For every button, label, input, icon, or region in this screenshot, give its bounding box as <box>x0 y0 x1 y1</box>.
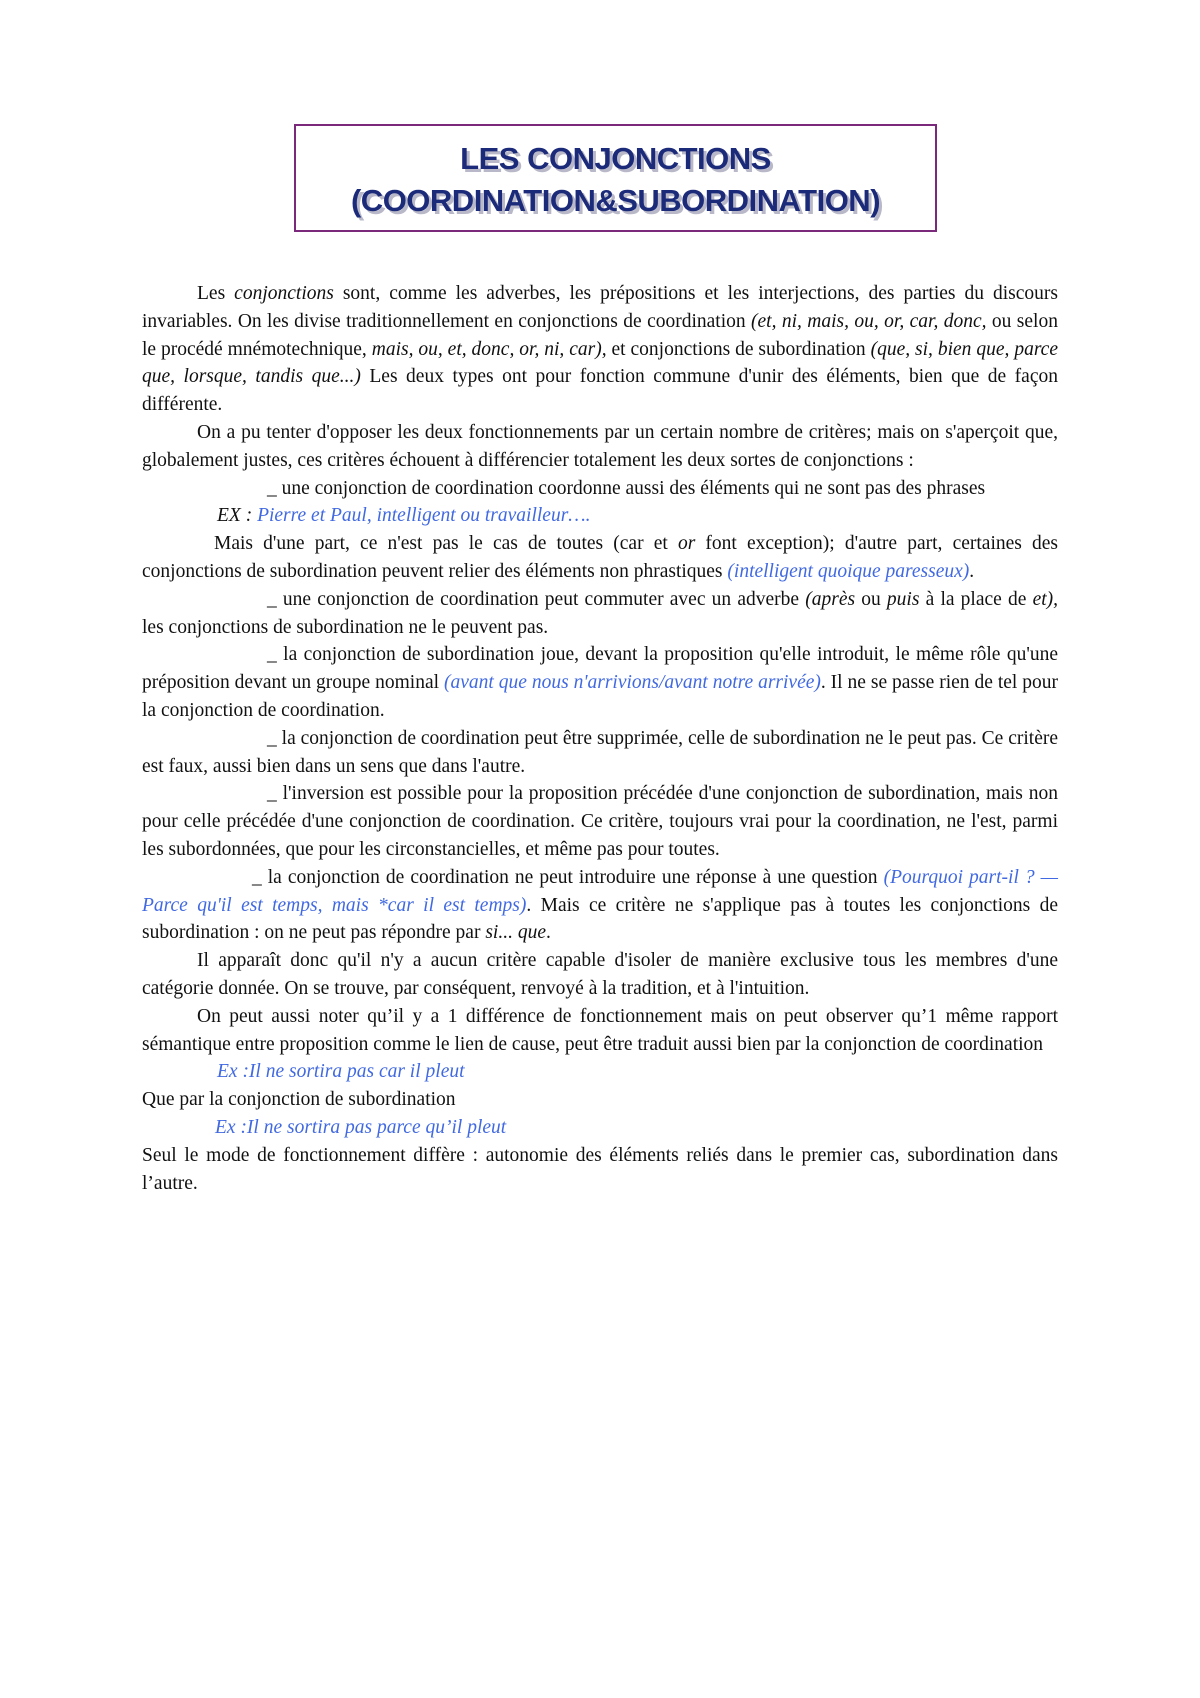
text: Les deux types ont pour fonction commune d'unir des éléments, bien que de façon différente. <box>142 366 1058 416</box>
paragraph-conclusion: Il apparaît donc qu'il n'y a aucun critère capable d'isoler de manière exclusive tous les membres d'une catégorie donnée. On se trouve, par conséquent, renvoyé à la tradition, et à l'intuition. <box>142 950 1058 999</box>
text: _ la conjonction de coordination ne peut introduire une réponse à une question <box>252 866 884 888</box>
text: les conjonctions de subordination ne le peuvent pas. <box>142 616 549 638</box>
text-italic: si... que <box>485 922 546 944</box>
criterion-3 <box>142 641 1058 724</box>
text: . Il ne se passe rien de tel pour la conjonction de coordination. <box>142 672 1058 721</box>
paragraph-note: On peut aussi noter qu’il y a 1 différence de fonctionnement mais on peut observer qu’1 même rapport sémantique entre proposition comme le lien de cause, peut être traduit aussi bien par la conjonction de coordination <box>142 1005 1058 1055</box>
example-text: Ex :Il ne sortira pas parce qu’il pleut <box>215 1116 507 1138</box>
criterion-2 <box>142 586 1058 642</box>
text: font exception); d'autre part, certaines des conjonctions de subordination peuvent relier des éléments non phrastiques <box>142 533 1058 582</box>
text-italic: (après <box>805 588 856 610</box>
example-text: (avant que nous n'arrivions/avant notre arrivée) <box>443 672 821 694</box>
text: sont, comme les adverbes, les prépositions et les interjections, des parties du discours invariables. On les divise traditionnellement en conjonctions de coordination <box>142 283 1059 332</box>
text: ou selon le procédé mnémotechnique, <box>142 310 1058 360</box>
text: . <box>546 922 551 944</box>
text-italic: et), <box>1032 588 1059 610</box>
title-line-1: LES CONJONCTIONS <box>460 141 771 176</box>
text-italic: puis <box>886 588 920 610</box>
document-body <box>142 280 1058 1197</box>
text-italic: mais, ou, et, donc, or, ni, car), <box>371 338 607 360</box>
text: et conjonctions de subordination <box>606 338 871 360</box>
text: _ la conjonction de subordination joue, devant la proposition qu'elle introduit, le même rôle qu'une préposition devant un groupe nominal <box>142 644 1058 694</box>
example-1 <box>142 502 1058 530</box>
example-text: (intelligent quoique paresseux) <box>727 560 970 582</box>
criterion-6 <box>142 864 1058 947</box>
text: . Mais ce critère ne s'applique pas à toutes les conjonctions de subordination : on ne peut pas répondre par <box>142 894 1058 944</box>
example-subordination <box>142 1114 1058 1142</box>
example-text: (Pourquoi part-il ? — Parce qu'il est temps, mais *car il est temps) <box>142 866 1058 916</box>
criterion-1-remark <box>142 530 1058 586</box>
text: ou <box>855 588 887 610</box>
text: . <box>969 560 975 582</box>
paragraph-criteria-intro: On a pu tenter d'opposer les deux fonctionnements par un certain nombre de critères; mais on s'aperçoit que, globalement justes, ces critères échouent à différencier totalement les deux sortes de conjonctions : <box>142 421 1058 471</box>
title-box <box>294 124 937 232</box>
example-label: EX : <box>217 505 258 527</box>
example-text: Pierre et Paul, intelligent ou travailleur…. <box>257 505 591 527</box>
paragraph-intro <box>142 280 1058 419</box>
text: _ une conjonction de coordination peut commuter avec un adverbe <box>267 588 806 610</box>
criterion-1: _ une conjonction de coordination coordonne aussi des éléments qui ne sont pas des phrases <box>267 477 986 499</box>
text-italic: conjonctions <box>234 283 334 304</box>
text-italic: or <box>677 533 696 555</box>
text-italic: (que, si, bien que, parce que, lorsque, tandis que...) <box>142 338 1058 388</box>
example-coordination <box>142 1058 1058 1086</box>
paragraph-final: Seul le mode de fonctionnement diffère : autonomie des éléments reliés dans le premier cas, subordination dans l’autre. <box>142 1144 1058 1194</box>
text: à la place de <box>919 588 1033 610</box>
text-italic: (et, ni, mais, ou, or, car, donc, <box>751 310 987 332</box>
example-text: Ex :Il ne sortira pas car il pleut <box>217 1061 465 1083</box>
text: Mais d'une part, ce n'est pas le cas de toutes (car et <box>214 533 678 555</box>
title-line-2: (COORDINATION&SUBORDINATION) <box>350 183 881 218</box>
criterion-5: _ l'inversion est possible pour la proposition précédée d'une conjonction de subordination, mais non pour celle précédée d'une conjonction de coordination. Ce critère, toujours vrai pour la coordination, ne l'est, parmi les subordonnées, que pour les circonstancielles, et même pas pour toutes. <box>142 783 1058 860</box>
criterion-4: _ la conjonction de coordination peut être supprimée, celle de subordination ne le peut pas. Ce critère est faux, aussi bien dans un sens que dans l'autre. <box>142 727 1058 777</box>
paragraph-subordination: Que par la conjonction de subordination <box>142 1089 456 1111</box>
text: Les <box>197 283 235 304</box>
